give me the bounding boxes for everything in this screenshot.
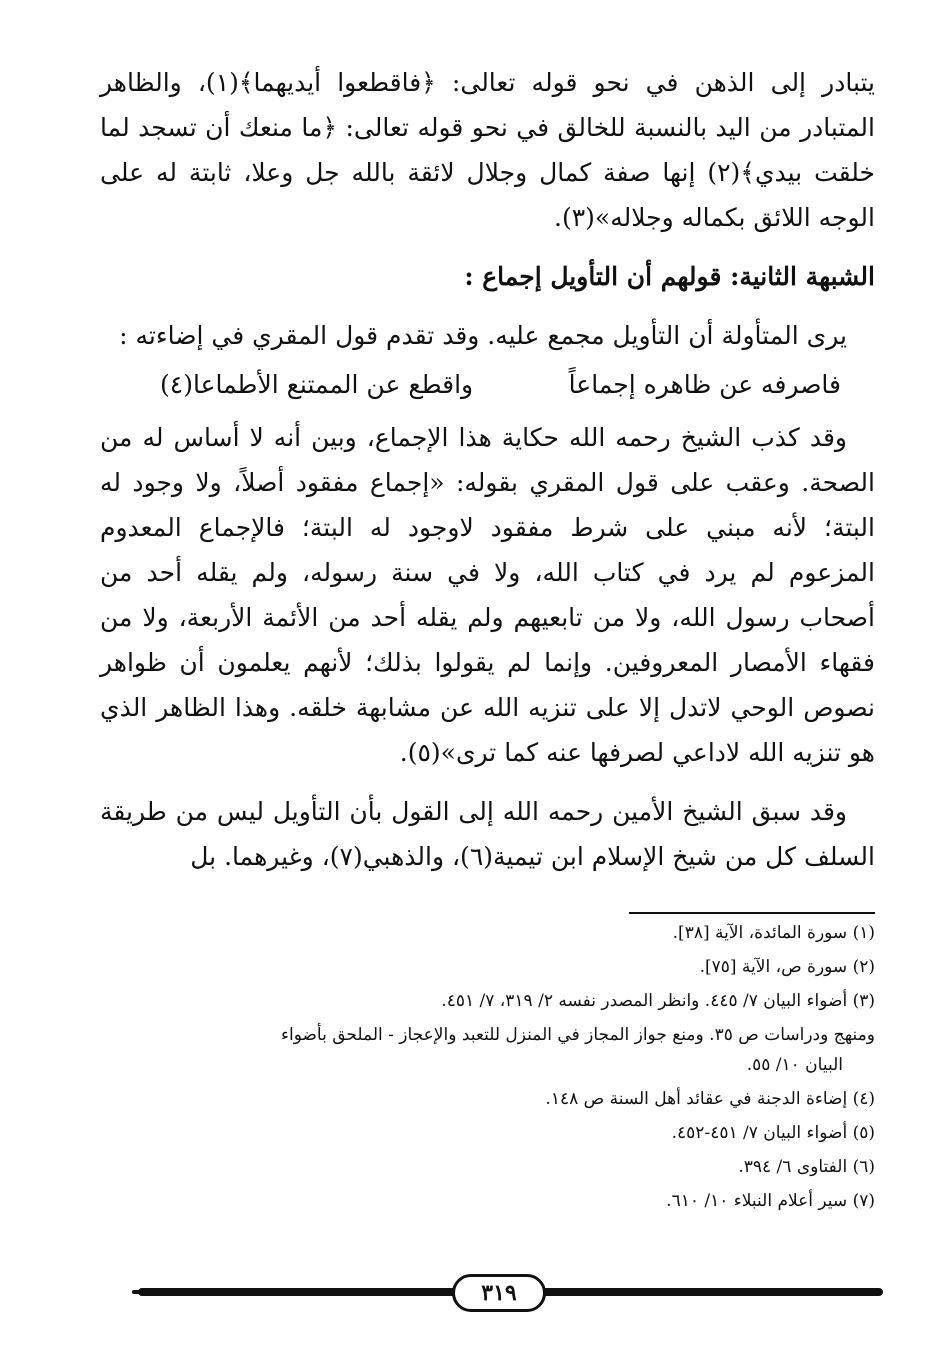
paragraph-3: وقد كذب الشيخ رحمه الله حكاية هذا الإجماع، وبين أنه لا أساس له من الصحة. وعقب على قول المقري بقوله: «إجماع مفقود أصلاً، ولا وجود له البتة؛ لأنه مبني على شرط مفقود لاوجود له البتة؛ فالإجماع المعدوم المزعوم لم يرد في كتاب الله، ولا في سنة رسوله، ولم يقله أحد من أصحاب رسول الله، ولا من تابعيهم ولم يقله أحد من الأئمة الأربعة، ولا من فقهاء الأمصار المعروفين. وإنما لم يقولوا بذلك؛ لأنهم يعلمون أن ظواهر نصوص الوحي لاتدل إلا على تنزيه الله عن مشابهة خلقه. وهذا الظاهر الذي هو تنزيه الله لاداعي لصرفها عنه كما ترى»(٥).: [100, 423, 875, 767]
footnote-6: (٦) الفتاوى ٦/ ٣٩٤.: [738, 1157, 875, 1177]
poem-verse: [100, 362, 875, 407]
footnote-3: (٣) أضواء البيان ٧/ ٤٤٥. وانظر المصدر نفسه ٢/ ٣١٩، ٧/ ٤٥١.: [441, 991, 875, 1011]
paragraph-4: وقد سبق الشيخ الأمين رحمه الله إلى القول بأن التأويل ليس من طريقة السلف كل من شيخ الإسلام ابن تيمية(٦)، والذهبي(٧)، وغيرهما. بل: [100, 797, 875, 871]
footnote-2: (٢) سورة ص، الآية [٧٥].: [699, 957, 875, 977]
footnote-3-continuation-line-2: البيان ١٠/ ٥٥.: [746, 1055, 843, 1075]
footnote-7: (٧) سير أعلام النبلاء ١٠/ ٦١٠.: [666, 1191, 875, 1211]
footnote-1: (١) سورة المائدة، الآية [٣٨].: [672, 923, 875, 943]
footnote-divider: [629, 912, 875, 914]
main-text: [100, 60, 875, 879]
paragraph-2: يرى المتأولة أن التأويل مجمع عليه. وقد تقدم قول المقري في إضاءته :: [119, 321, 847, 350]
footnote-4: (٤) إضاءة الدجنة في عقائد أهل السنة ص ١٤٨.: [545, 1089, 875, 1109]
paragraph-1: يتبادر إلى الذهن في نحو قوله تعالى: ﴿فاقطعوا أيديهما﴾(١)، والظاهر المتبادر من اليد بالنسبة للخالق في نحو قوله تعالى: ﴿ما منعك أن تسجد لما خلقت بيدي﴾(٢) إنها صفة كمال وجلال لائقة بالله جل وعلا، ثابتة له على الوجه اللائق بكماله وجلاله»(٣).: [100, 68, 875, 232]
verse-first-hemistich: فاصرفه عن ظاهره إجماعاً: [568, 370, 841, 399]
footnote-3-continuation: [100, 1020, 875, 1080]
verse-second-hemistich: واقطع عن الممتنع الأطماعا(٤): [160, 370, 474, 399]
section-heading: الشبهة الثانية: قولهم أن التأويل إجماع :: [464, 262, 875, 291]
page-number: ٣١٩: [452, 1274, 546, 1312]
footnote-3-continuation-line-1: ومنهج ودراسات ص ٣٥. ومنع جواز المجاز في المنزل للتعبد والإعجاز - الملحق بأضواء: [280, 1025, 875, 1045]
footnotes: [100, 918, 875, 1220]
footnote-5: (٥) أضواء البيان ٧/ ٤٥١-٤٥٢.: [671, 1123, 875, 1143]
